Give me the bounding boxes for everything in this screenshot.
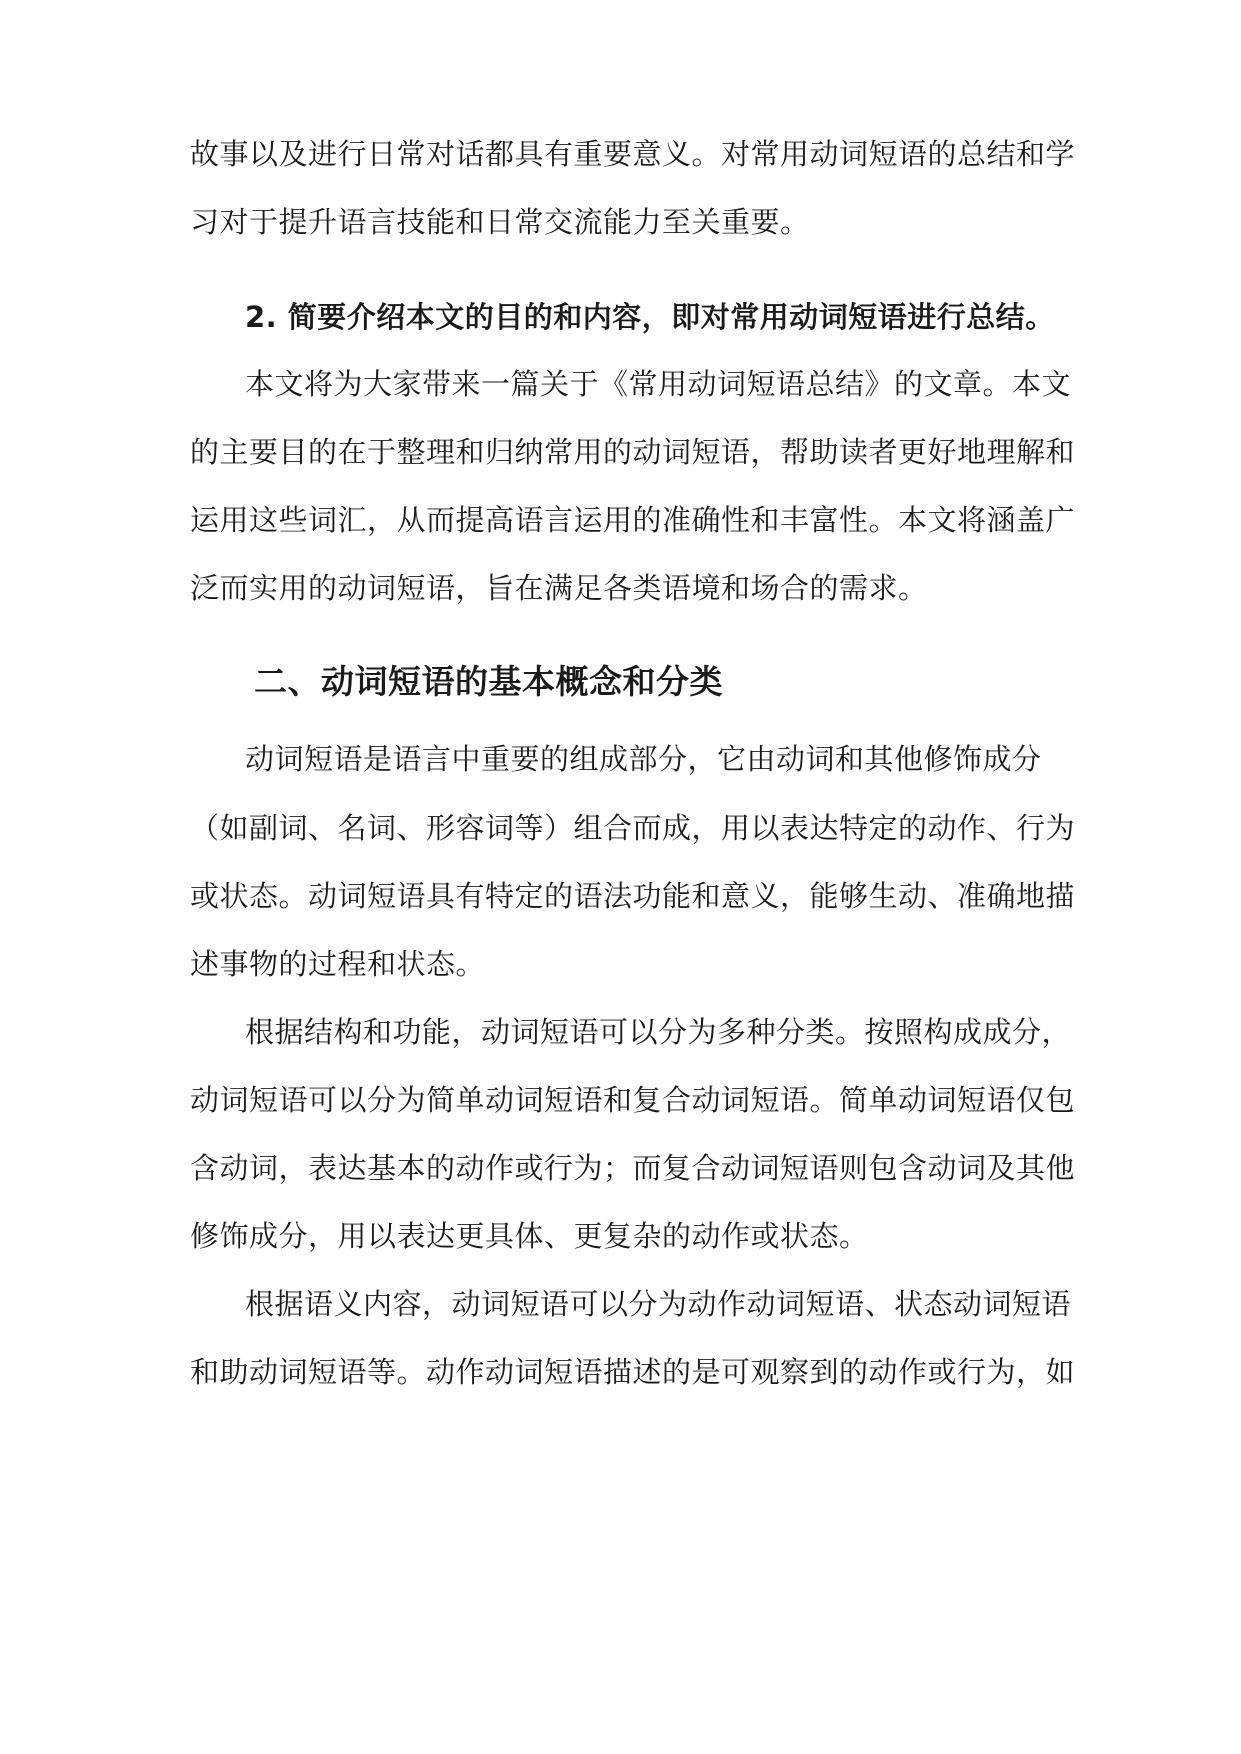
paragraph-line: 根据结构和功能，动词短语可以分为多种分类。按照构成成分， xyxy=(245,1015,1072,1049)
paragraph-line: （如副词、名词、形容词等）组合而成，用以表达特定的动作、行为 xyxy=(190,811,1076,845)
paragraph-line: 动词短语是语言中重要的组成部分，它由动词和其他修饰成分 xyxy=(245,742,1042,776)
paragraph-line: 和助动词短语等。动作动词短语描述的是可观察到的动作或行为，如 xyxy=(190,1355,1076,1389)
paragraph-line: 故事以及进行日常对话都具有重要意义。对常用动词短语的总结和学 xyxy=(190,137,1076,171)
paragraph-line: 本文将为大家带来一篇关于《常用动词短语总结》的文章。本文 xyxy=(245,367,1072,401)
paragraph-line: 动词短语可以分为简单动词短语和复合动词短语。简单动词短语仅包 xyxy=(190,1083,1076,1117)
subheading: 2. 简要介绍本文的目的和内容，即对常用动词短语进行总结。 xyxy=(245,300,1055,334)
paragraph-line: 泛而实用的动词短语，旨在满足各类语境和场合的需求。 xyxy=(190,571,928,605)
paragraph-line: 根据语义内容，动词短语可以分为动作动词短语、状态动词短语 xyxy=(245,1287,1072,1321)
paragraph-line: 运用这些词汇，从而提高语言运用的准确性和丰富性。本文将涵盖广 xyxy=(190,503,1076,537)
paragraph-line: 修饰成分，用以表达更具体、更复杂的动作或状态。 xyxy=(190,1219,869,1253)
paragraph-line: 习对于提升语言技能和日常交流能力至关重要。 xyxy=(190,205,810,239)
paragraph-line: 述事物的过程和状态。 xyxy=(190,947,486,981)
paragraph-line: 或状态。动词短语具有特定的语法功能和意义，能够生动、准确地描 xyxy=(190,879,1076,913)
section-heading: 二、动词短语的基本概念和分类 xyxy=(254,662,723,701)
paragraph-line: 含动词，表达基本的动作或行为；而复合动词短语则包含动词及其他 xyxy=(190,1151,1076,1185)
paragraph-line: 的主要目的在于整理和归纳常用的动词短语，帮助读者更好地理解和 xyxy=(190,435,1076,469)
